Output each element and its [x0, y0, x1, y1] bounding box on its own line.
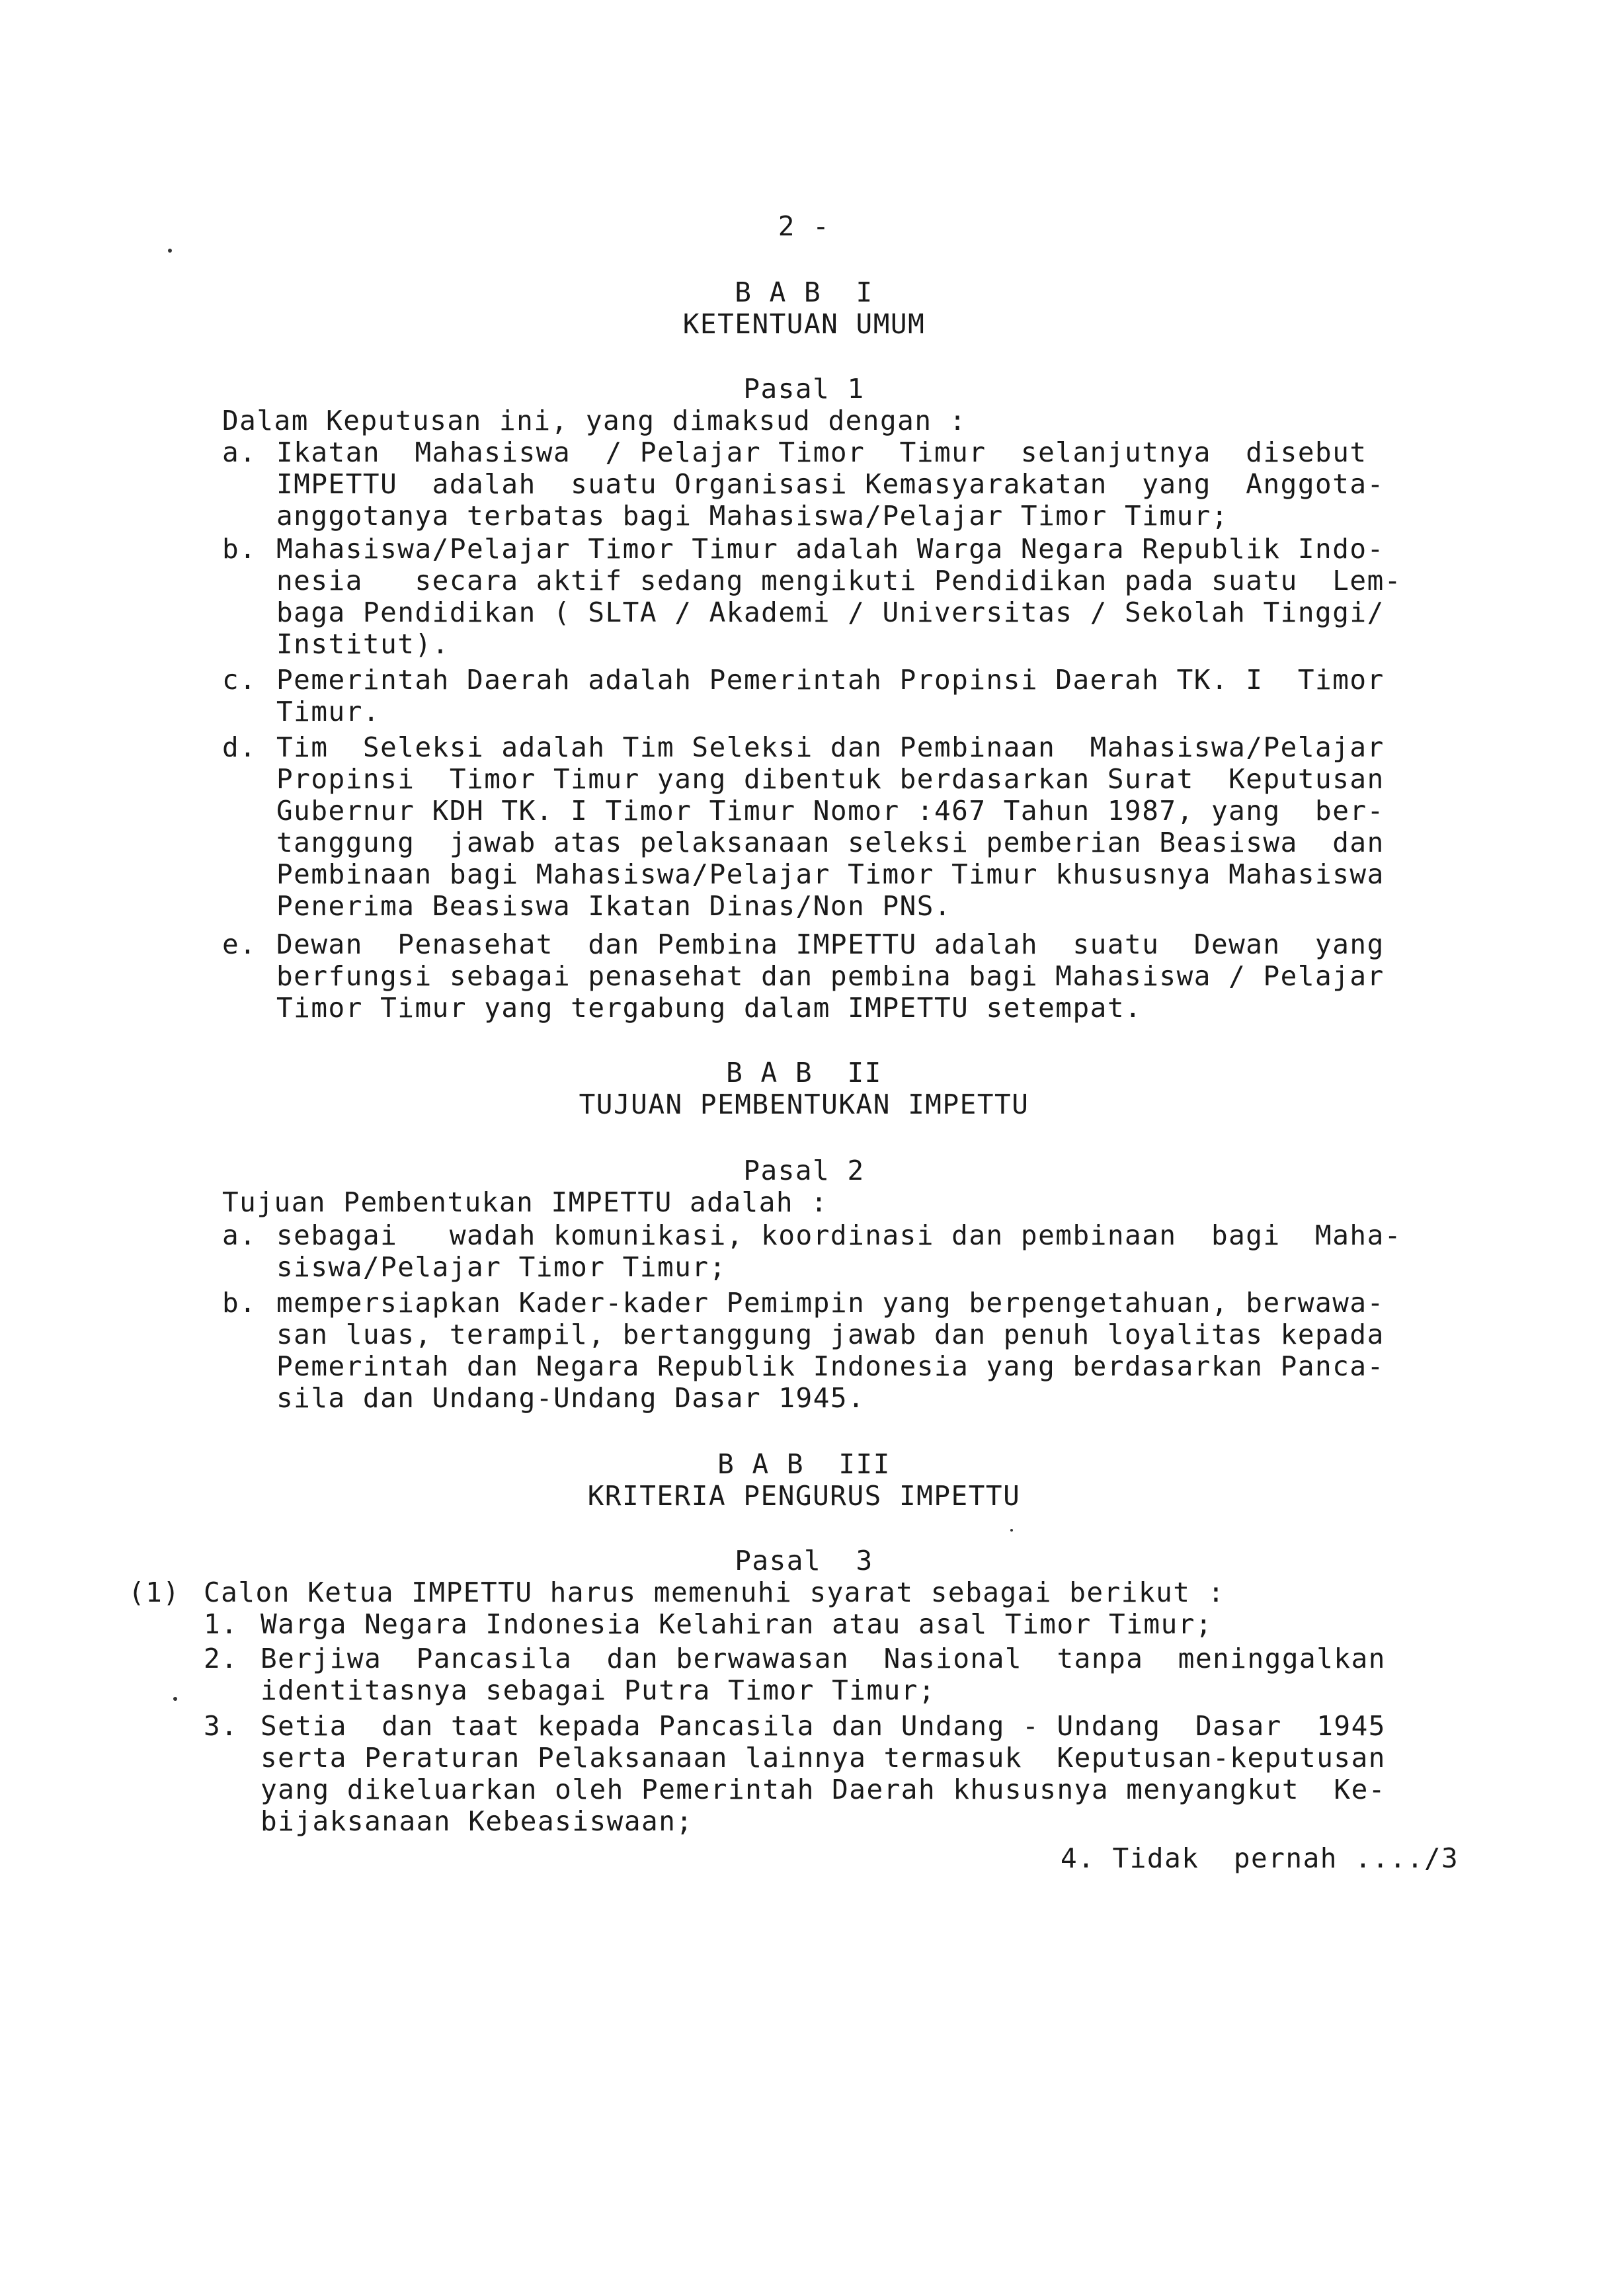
clause-marker: (1) — [128, 1577, 181, 1608]
item-line: Mahasiswa/Pelajar Timor Timur adalah Warga Negara Republik Indo- — [276, 533, 1385, 565]
chapter-title: KRITERIA PENGURUS IMPETTU — [587, 1480, 1021, 1512]
item-line: sila dan Undang-Undang Dasar 1945. — [276, 1382, 865, 1414]
chapter-heading: B A B II — [726, 1057, 882, 1088]
page-number: 2 - — [778, 210, 830, 242]
item-marker: 3. — [204, 1710, 239, 1742]
item-line: Timor Timur yang tergabung dalam IMPETTU setempat. — [276, 992, 1143, 1024]
item-marker: b. — [222, 1287, 257, 1319]
item-line: Penerima Beasiswa Ikatan Dinas/Non PNS. — [276, 890, 952, 922]
item-line: baga Pendidikan ( SLTA / Akademi / Universitas / Sekolah Tinggi/ — [276, 596, 1385, 628]
item-line: Pemerintah Daerah adalah Pemerintah Propinsi Daerah TK. I Timor — [276, 664, 1385, 696]
article-intro: Tujuan Pembentukan IMPETTU adalah : — [222, 1186, 828, 1218]
item-line: Institut). — [276, 628, 450, 660]
item-marker: d. — [222, 731, 257, 763]
item-marker: a. — [222, 1219, 257, 1251]
item-line: nesia secara aktif sedang mengikuti Pendidikan pada suatu Lem- — [276, 565, 1402, 596]
item-line: Tim Seleksi adalah Tim Seleksi dan Pembinaan Mahasiswa/Pelajar — [276, 731, 1385, 763]
item-line: IMPETTU adalah suatu Organisasi Kemasyarakatan yang Anggota- — [276, 468, 1385, 500]
item-line: siswa/Pelajar Timor Timur; — [276, 1251, 727, 1283]
item-line: Pemerintah dan Negara Republik Indonesia yang berdasarkan Panca- — [276, 1350, 1385, 1382]
chapter-title: KETENTUAN UMUM — [682, 308, 926, 340]
scan-speck — [173, 1697, 177, 1701]
item-marker: 1. — [204, 1608, 239, 1640]
item-line: anggotanya terbatas bagi Mahasiswa/Pelajar Timor Timur; — [276, 500, 1229, 532]
item-line: mempersiapkan Kader-kader Pemimpin yang berpengetahuan, berwawa- — [276, 1287, 1385, 1319]
item-line: yang dikeluarkan oleh Pemerintah Daerah khususnya menyangkut Ke- — [261, 1774, 1386, 1805]
article-heading: Pasal 1 — [743, 373, 865, 405]
item-line: Gubernur KDH TK. I Timor Timur Nomor :467 Tahun 1987, yang ber- — [276, 795, 1385, 827]
item-marker: a. — [222, 436, 257, 468]
item-line: Timur. — [276, 696, 381, 727]
article-intro: Calon Ketua IMPETTU harus memenuhi syarat sebagai berikut : — [204, 1577, 1225, 1608]
item-line: Propinsi Timor Timur yang dibentuk berdasarkan Surat Keputusan — [276, 763, 1385, 795]
item-line: Ikatan Mahasiswa / Pelajar Timor Timur selanjutnya disebut — [276, 436, 1367, 468]
item-line: Dewan Penasehat dan Pembina IMPETTU adalah suatu Dewan yang — [276, 928, 1385, 960]
item-line: Berjiwa Pancasila dan berwawasan Nasional tanpa meninggalkan — [261, 1643, 1386, 1674]
scan-speck — [168, 249, 172, 253]
item-line: bijaksanaan Kebeasiswaan; — [261, 1805, 694, 1837]
item-marker: c. — [222, 664, 257, 696]
article-heading: Pasal 3 — [735, 1545, 873, 1577]
chapter-title: TUJUAN PEMBENTUKAN IMPETTU — [579, 1088, 1029, 1120]
item-line: Warga Negara Indonesia Kelahiran atau asal Timor Timur; — [261, 1608, 1213, 1640]
item-line: Setia dan taat kepada Pancasila dan Undang - Undang Dasar 1945 — [261, 1710, 1386, 1742]
item-line: tanggung jawab atas pelaksanaan seleksi pemberian Beasiswa dan — [276, 827, 1385, 858]
chapter-heading: B A B I — [735, 276, 873, 308]
item-line: berfungsi sebagai penasehat dan pembina bagi Mahasiswa / Pelajar — [276, 960, 1385, 992]
item-line: serta Peraturan Pelaksanaan lainnya termasuk Keputusan-keputusan — [261, 1742, 1386, 1774]
item-line: Pembinaan bagi Mahasiswa/Pelajar Timor Timur khususnya Mahasiswa — [276, 858, 1385, 890]
article-heading: Pasal 2 — [743, 1155, 865, 1186]
item-line: san luas, terampil, bertanggung jawab dan penuh loyalitas kepada — [276, 1319, 1385, 1350]
chapter-heading: B A B III — [717, 1448, 891, 1480]
continuation-note: 4. Tidak pernah ..../3 — [1061, 1842, 1459, 1874]
item-marker: b. — [222, 533, 257, 565]
scan-speck — [1010, 1529, 1013, 1532]
item-line: sebagai wadah komunikasi, koordinasi dan pembinaan bagi Maha- — [276, 1219, 1402, 1251]
article-intro: Dalam Keputusan ini, yang dimaksud dengan : — [222, 405, 967, 436]
item-marker: e. — [222, 928, 257, 960]
item-marker: 2. — [204, 1643, 239, 1674]
item-line: identitasnya sebagai Putra Timor Timur; — [261, 1674, 936, 1706]
